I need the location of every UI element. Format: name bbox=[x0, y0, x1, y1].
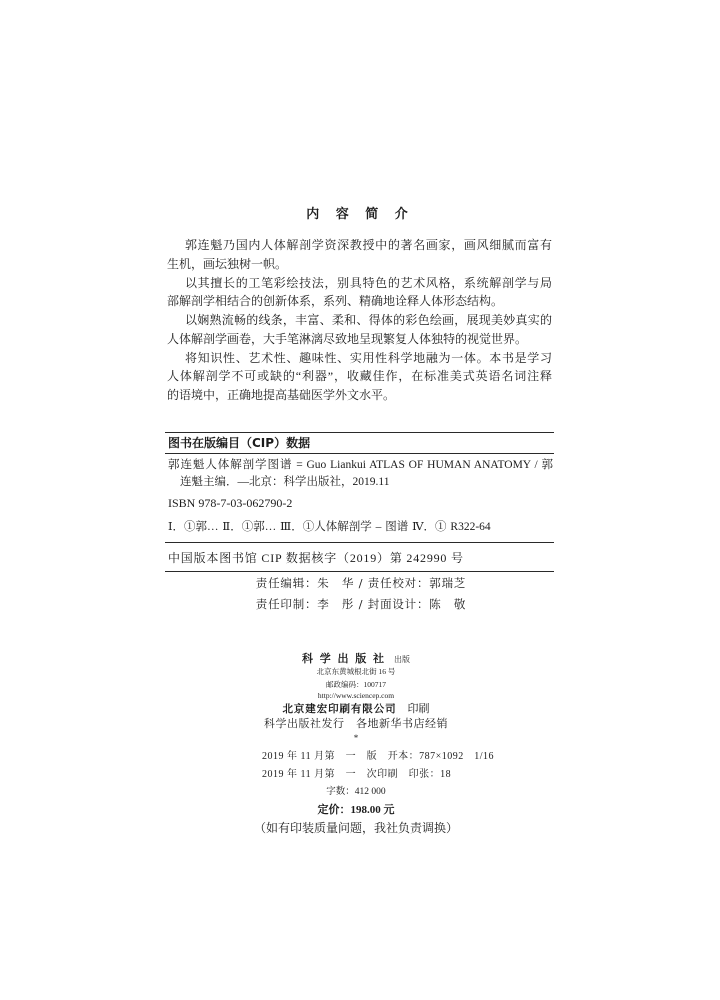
cip-header: 图书在版编目（CIP）数据 bbox=[168, 436, 311, 450]
cip-header-rule bbox=[165, 453, 554, 454]
summary-paragraph-2-line-2: 部解剖学相结合的创新体系，系列、精确地诠释人体形态结构。 bbox=[167, 294, 504, 309]
summary-paragraph-4-line-3: 的语境中，正确地提高基础医学外文水平。 bbox=[167, 388, 396, 402]
editor-credit: 责任编辑：朱 华 / 责任校对：郭瑞芝 bbox=[255, 576, 467, 590]
summary-paragraph-2-line-1: 以其擅长的工笔彩绘技法，别具特色的艺术风格，系统解剖学与局 bbox=[185, 275, 552, 290]
summary-paragraph-3-line-2: 人体解剖学画卷，大手笔淋漓尽致地呈现繁复人体独特的视觉世界。 bbox=[167, 331, 528, 346]
summary-paragraph-1-line-2: 生机，画坛独树一帜。 bbox=[167, 256, 288, 271]
cip-entry-line-2: 连魁主编．—北京：科学出版社，2019.11 bbox=[180, 476, 390, 488]
edition-line: 2019 年 11 月第 一 版 开本：787×1092 1/16 bbox=[262, 751, 495, 762]
summary-paragraph-4-line-1: 将知识性、艺术性、趣味性、实用性科学地融为一体。本书是学习 bbox=[185, 350, 552, 365]
distribution-line: 科学出版社发行 各地新华书店经销 bbox=[264, 718, 448, 730]
publisher-row bbox=[0, 650, 712, 666]
summary-body bbox=[167, 236, 552, 405]
printing-line: 2019 年 11 月第 一 次印刷 印张：18 bbox=[262, 769, 452, 780]
printer-suffix: 印刷 bbox=[407, 703, 430, 715]
cip-isbn: ISBN 978-7-03-062790-2 bbox=[168, 496, 293, 510]
production-credit: 责任印制：李 彤 / 封面设计：陈 敬 bbox=[255, 597, 467, 611]
price: 定价：198.00 元 bbox=[317, 804, 395, 816]
cip-number: 中国版本图书馆 CIP 数据核字（2019）第 242990 号 bbox=[168, 551, 464, 565]
summary-title: 内 容 简 介 bbox=[306, 207, 414, 222]
printer-row bbox=[0, 700, 712, 716]
publisher-address: 北京东黄城根北街 16 号 bbox=[316, 667, 396, 676]
publisher-suffix: 出版 bbox=[394, 655, 410, 664]
printer-name: 北京建宏印刷有限公司 bbox=[282, 704, 397, 715]
publisher-name: 科 学 出 版 社 bbox=[302, 653, 386, 665]
summary-paragraph-4-line-2: 人体解剖学不可或缺的“利器”，收藏佳作，在标准美式英语名词注释 bbox=[167, 369, 552, 384]
cip-classification: Ⅰ．①郭… Ⅱ．①郭… Ⅲ．①人体解剖学 – 图谱 Ⅳ．① R322-64 bbox=[168, 521, 491, 533]
cip-top-rule bbox=[165, 432, 554, 433]
summary-paragraph-3-line-1: 以娴熟流畅的线条，丰富、柔和、得体的彩色绘画，展现美妙真实的 bbox=[185, 313, 552, 327]
separator-star: * bbox=[353, 733, 359, 743]
publisher-postcode: 邮政编码：100717 bbox=[326, 680, 386, 689]
quality-notice: （如有印装质量问题，我社负责调换） bbox=[253, 821, 458, 835]
cip-entry-line-1: 郭连魁人体解剖学图谱 = Guo Liankui ATLAS OF HUMAN ANATOMY / 郭 bbox=[168, 459, 553, 471]
cip-bottom-rule bbox=[165, 571, 554, 572]
cip-middle-rule bbox=[165, 542, 554, 543]
summary-paragraph-1-line-1: 郭连魁乃国内人体解剖学资深教授中的著名画家，画风细腻而富有 bbox=[185, 238, 552, 252]
word-count: 字数：412 000 bbox=[326, 787, 386, 797]
publisher-website: http://www.sciencep.com bbox=[317, 691, 395, 700]
